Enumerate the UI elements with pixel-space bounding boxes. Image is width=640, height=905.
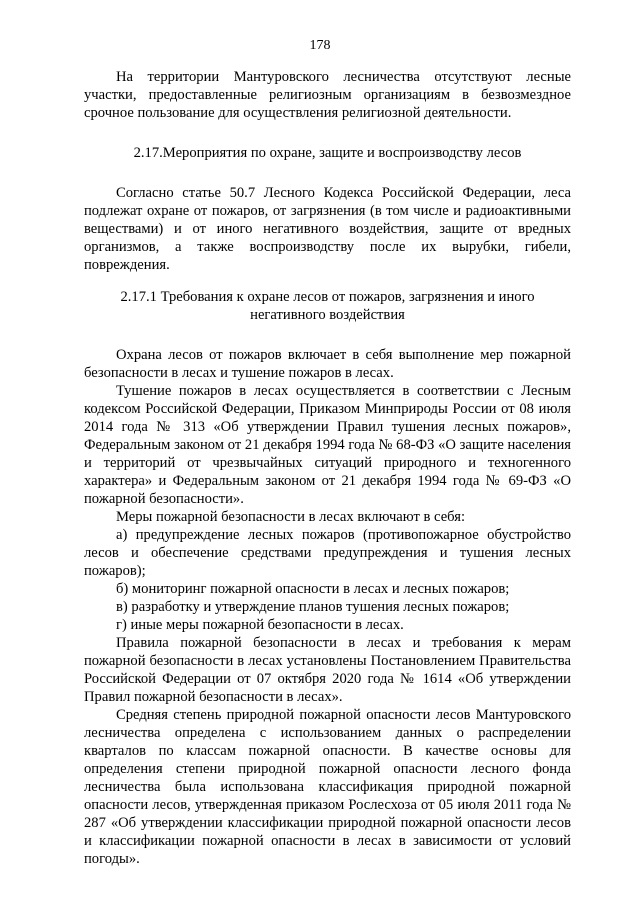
paragraph-measures-intro: Меры пожарной безопасности в лесах включают в себя: [116, 509, 465, 525]
list-item-a: а) предупреждение лесных пожаров (противопожарное обустройство лесов и обеспечение средствами предупреждения и тушения лесных пожаров); [84, 527, 571, 579]
paragraph-fire-safety-rules: Правила пожарной безопасности в лесах и требования к мерам пожарной безопасности в лесах установлены Постановлением Правительства Российской Федерации от 07 октября 2020 года № 1614 «Об утверждении Правил пожарной безопасности в лесах». [84, 635, 571, 705]
list-item-d: г) иные меры пожарной безопасности в лесах. [116, 617, 404, 633]
paragraph-fire-danger-class: Средняя степень природной пожарной опасности лесов Мантуровского лесничества определена с использованием данных о распределении кварталов по классам пожарной опасности. В качестве основы для определения степени природной пожарной опасности лесного фонда лесничества была использована классификация природной пожарной опасности лесов, утвержденная приказом Рослесхоза от 05 июля 2011 года № 287 «Об утверждении классификации природной пожарной опасности лесов и классификации пожарной опасности в лесах в зависимости от условий погоды». [84, 707, 571, 867]
paragraph-fire-fighting: Тушение пожаров в лесах осуществляется в соответствии с Лесным кодексом Российской Федерации, Приказом Минприроды России от 08 июля 2014 года № 313 «Об утверждении Правил тушения лесных пожаров», Федеральным законом от 21 декабря 1994 года № 68-ФЗ «О защите населения и территорий от чрезвычайных ситуаций природного и техногенного характера» и Федеральным законом от 21 декабря 1994 года № 69-ФЗ «О пожарной безопасности». [84, 383, 571, 507]
list-item-c: в) разработку и утверждение планов тушения лесных пожаров; [116, 599, 510, 615]
section-2-17-1-title: 2.17.1 Требования к охране лесов от пожаров, загрязнения и иного негативного воздействия [120, 289, 535, 323]
paragraph-fire-protection: Охрана лесов от пожаров включает в себя выполнение мер пожарной безопасности в лесах и тушение пожаров в лесах. [84, 347, 571, 381]
list-item-b: б) мониторинг пожарной опасности в лесах и лесных пожаров; [116, 581, 510, 597]
section-2-17-paragraph: Согласно статье 50.7 Лесного Кодекса Российской Федерации, леса подлежат охране от пожаров, от загрязнения (в том числе и радиоактивными веществами) и от иного негативного воздействия, защите от вредных организмов, а также воспроизводству после их вырубки, гибели, повреждения. [84, 185, 571, 273]
page-number: 178 [309, 38, 331, 53]
page-content [84, 68, 571, 868]
intro-paragraph: На территории Мантуровского лесничества отсутствуют лесные участки, предоставленные религиозным организациям в безвозмездное срочное пользование для осуществления религиозной деятельности. [84, 69, 571, 121]
section-2-17-title: 2.17.Мероприятия по охране, защите и воспроизводству лесов [133, 145, 522, 161]
